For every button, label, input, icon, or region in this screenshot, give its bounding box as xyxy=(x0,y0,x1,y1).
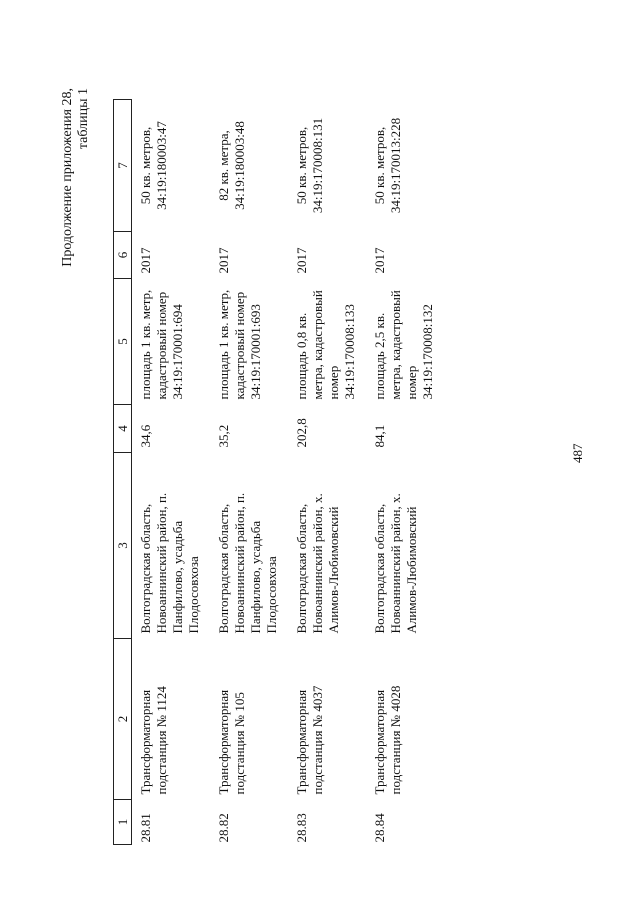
object-name: Трансформаторная подстанция № 1124 xyxy=(138,686,169,795)
object-area: 202,8 xyxy=(294,418,309,448)
land-plot: 50 кв. метров, 34:19:180003:47 xyxy=(138,121,169,210)
object-address: Волгоградская область, Новоаннинский район, х. Алимов-Любимовский xyxy=(294,493,341,634)
object-name: Трансформаторная подстанция № 4028 xyxy=(372,685,403,795)
object-year: 2017 xyxy=(294,247,309,274)
land-plot: 82 кв. метра, 34:19:180003:48 xyxy=(216,121,247,210)
object-address: Волгоградская область, Новоаннинский район, п. Панфилово, усадьба Плодосовхоза xyxy=(138,492,201,634)
object-address: Волгоградская область, Новоаннинский район, п. Панфилово, усадьба Плодосовхоза xyxy=(216,492,279,634)
land-plot: 50 кв. метров, 34:19:170008:131 xyxy=(294,117,325,214)
object-area: 35,2 xyxy=(216,424,231,448)
table-row xyxy=(366,100,444,845)
object-year: 2017 xyxy=(216,247,231,274)
object-area: 84,1 xyxy=(372,424,387,448)
continuation-title-line-2: таблицы 1 xyxy=(76,88,91,150)
column-header-1: 1 xyxy=(114,800,132,845)
continuation-title xyxy=(60,88,92,428)
object-year: 2017 xyxy=(372,247,387,274)
object-details: площадь 1 кв. метр, кадастровый номер 34:19:170001:694 xyxy=(138,289,185,400)
table-row xyxy=(288,100,366,845)
object-details: площадь 1 кв. метр, кадастровый номер 34:19:170001:693 xyxy=(216,289,263,400)
column-header-5: 5 xyxy=(114,279,132,405)
object-details: площадь 0,8 кв. метра, кадастровый номер 34:19:170008:133 xyxy=(294,290,357,400)
row-id: 28.82 xyxy=(216,813,231,843)
column-header-6: 6 xyxy=(114,232,132,279)
column-header-4: 4 xyxy=(114,405,132,453)
row-id: 28.81 xyxy=(138,813,153,843)
objects-table xyxy=(113,99,444,845)
object-name: Трансформаторная подстанция № 4037 xyxy=(294,685,325,795)
row-id: 28.83 xyxy=(294,813,309,843)
column-header-7: 7 xyxy=(114,100,132,232)
column-header-3: 3 xyxy=(114,453,132,639)
continuation-title-line-1: Продолжение приложения 28, xyxy=(60,88,75,267)
object-area: 34,6 xyxy=(138,424,153,448)
page-number: 487 xyxy=(570,443,585,463)
column-header-2: 2 xyxy=(114,639,132,800)
column-number-row xyxy=(114,100,132,845)
object-details: площадь 2,5 кв. метра, кадастровый номер 34:19:170008:132 xyxy=(372,290,435,400)
land-plot: 50 кв. метров, 34:19:170013:228 xyxy=(372,117,403,214)
object-name: Трансформаторная подстанция № 105 xyxy=(216,689,247,795)
table-row xyxy=(210,100,288,845)
row-id: 28.84 xyxy=(372,813,387,843)
object-address: Волгоградская область, Новоаннинский район, х. Алимов-Любимовский xyxy=(372,493,419,634)
object-year: 2017 xyxy=(138,247,153,274)
table-row xyxy=(132,100,211,845)
